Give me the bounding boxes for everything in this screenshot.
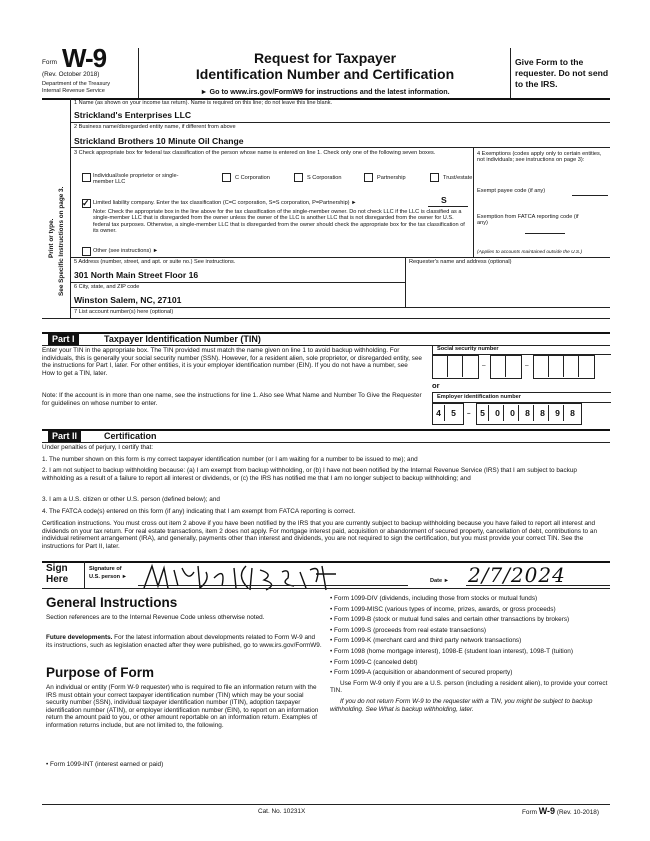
date-field[interactable]: 2/7/2024 — [468, 563, 566, 587]
line7-label: 7 List account number(s) here (optional) — [74, 309, 174, 315]
cert-instructions: Certification instructions. You must cross out item 2 above if you have been notified by the IRS that you are currently subject to backup withholding because you have failed to report all interest and dividends on your tax return. For real estate transactions, item 2 does not apply. For mortgage interest paid, acquisition or abandonment of secured property, cancellation of debt, contributions to an individual retirement arrangement (IRA), and generally, payments other than interest and dividends, you are not required to sign the certification, but you must provide your correct TIN. See the instructions for Part II, later. — [42, 520, 597, 550]
scorp-label: S Corporation — [307, 175, 342, 181]
ein-digit-8: 9 — [552, 405, 564, 421]
footer-form-word: Form — [522, 809, 537, 816]
part1-text: Enter your TIN in the appropriate box. The TIN provided must match the name given on line 1 to avoid backup withholding. For individuals, this is generally your social security number (SSN). However, for a resident alien, sole proprietor, or disregarded entity, see the instructions for Part I, later. For other entities, it is your employer identification number (EIN). If you do not have a number, see How to get a TIN, later. — [42, 347, 422, 377]
fatca-applies-note: (Applies to accounts maintained outside the U.S.) — [477, 250, 583, 255]
part1-note: Note: If the account is in more than one name, see the instructions for line 1. Also see What Name and Number To Give the Requester for guidelines on whose number to enter. — [42, 392, 422, 407]
ccorp-checkbox[interactable] — [222, 173, 231, 182]
ein-dash: – — [467, 410, 471, 417]
purpose-heading: Purpose of Form — [46, 665, 155, 680]
date-label: Date ► — [430, 578, 450, 584]
bullet-1099-b: • Form 1099-B (stock or mutual fund sales and certain other transactions by brokers) — [330, 616, 570, 624]
fatca-label: Exemption from FATCA reporting code (if any) — [477, 214, 579, 227]
part2-title: Certification — [104, 431, 157, 441]
cert-item-2: 2. I am not subject to backup withholding because: (a) I am exempt from backup withholding, or (b) I have not been notified by the Internal Revenue Service (IRS) that I am subject to backup withholding as a result of a failure to report all interest or dividends, or (c) the IRS has notified me that I am no longer subject to backup withholding; and — [42, 467, 577, 482]
use-form-text: Use Form W-9 only if you are a U.S. person (including a resident alien), to provide your correct TIN. — [330, 679, 608, 695]
ssn-field[interactable] — [432, 355, 609, 378]
llc-label: Limited liability company. Enter the tax classification (C=C corporation, S=S corporation, P=Partnership) ► — [93, 200, 357, 206]
line6-city-field[interactable]: Winston Salem, NC, 27101 — [74, 295, 182, 305]
ssn-label: Social security number — [437, 346, 499, 352]
partnership-checkbox[interactable] — [364, 173, 373, 182]
sign-label: Sign — [46, 563, 68, 574]
bullet-1099-div: • Form 1099-DIV (dividends, including those from stocks or mutual funds) — [330, 595, 538, 602]
ccorp-label: C Corporation — [235, 175, 270, 181]
line3-label: 3 Check appropriate box for federal tax classification of the person whose name is entered on line 1. Check only one of the following seven boxes. — [74, 150, 436, 156]
revision: (Rev. October 2018) — [42, 71, 100, 78]
ssn-dash-1: – — [482, 362, 486, 369]
individual-label: Individual/sole proprietor or single-member LLC — [93, 173, 179, 186]
purpose-text: An individual or entity (Form W-9 requester) who is required to file an information return with the IRS must obtain your correct taxpayer identification number (TIN) which may be your social security number (SSN), individual taxpayer identification number (ITIN), adoption taxpayer identification number (ATIN), or employer identification number (EIN), to report on an information return the amount paid to you, or other amount reportable on an information return. Examples of information returns include, but are not limited to, the following. — [46, 684, 319, 729]
goto-instructions: ► Go to www.irs.gov/FormW9 for instructions and the latest information. — [200, 87, 450, 96]
footer-form-label — [522, 808, 599, 817]
form-word: Form — [42, 59, 57, 66]
ssn-dash-2: – — [525, 362, 529, 369]
bullet-1099-k: • Form 1099-K (merchant card and third party network transactions) — [330, 637, 522, 645]
trust-label: Trust/estate — [443, 175, 473, 181]
future-developments-text: For the latest information about developments related to Form W-9 and its instructions, such as legislation enacted after they were published, go to www.irs.gov/FormW9. — [46, 634, 322, 649]
signature-label-2: U.S. person ► — [89, 574, 128, 580]
give-form-note: Give Form to the requester. Do not send to the IRS. — [515, 57, 609, 89]
individual-checkbox[interactable] — [82, 173, 91, 182]
see-instructions-label: See Specific Instructions on page 3. — [58, 186, 65, 296]
irs-label: Internal Revenue Service — [42, 88, 105, 94]
footer-revision: (Rev. 10-2018) — [556, 809, 599, 816]
line4-label: 4 Exemptions (codes apply only to certain entities, not individuals; see instructions on page 3): — [477, 151, 602, 164]
bullet-1098: • Form 1098 (home mortgage interest), 1098-E (student loan interest), 1098-T (tuition) — [330, 647, 573, 655]
line1-label: 1 Name (as shown on your income tax return). Name is required on this line; do not leave this line blank. — [74, 100, 333, 106]
cert-item-4: 4. The FATCA code(s) entered on this form (if any) indicating that I am exempt from FATCA reporting is correct. — [42, 508, 356, 515]
print-or-type-label: Print or type. — [48, 218, 55, 258]
cert-item-3: 3. I am a U.S. citizen or other U.S. person (defined below); and — [42, 496, 220, 503]
other-label: Other (see instructions) ► — [93, 248, 159, 254]
backup-withholding-note: If you do not return Form W-9 to the requester with a TIN, you might be subject to backup withholding. See What is backup withholding, later. — [330, 697, 593, 713]
bullet-1099-int: • Form 1099-INT (interest earned or paid) — [46, 761, 164, 768]
part2-intro: Under penalties of perjury, I certify that: — [42, 444, 154, 451]
form-title-1: Request for Taxpayer — [253, 50, 397, 66]
footer-form-number: W-9 — [538, 806, 556, 816]
catalog-number: Cat. No. 10231X — [258, 808, 306, 815]
line5-address-field[interactable]: 301 North Main Street Floor 16 — [74, 270, 199, 280]
general-instructions-heading: General Instructions — [46, 595, 178, 610]
form-number: W-9 — [62, 43, 107, 73]
requester-label: Requester's name and address (optional) — [409, 259, 512, 265]
ein-digit-5: 0 — [507, 405, 519, 421]
here-label: Here — [46, 574, 69, 585]
or-label: or — [432, 381, 440, 390]
ein-digit-9: 8 — [570, 408, 575, 418]
ein-field[interactable] — [432, 403, 582, 425]
partnership-label: Partnership — [377, 175, 406, 181]
ein-digit-3: 5 — [477, 405, 489, 421]
part1-title: Taxpayer Identification Number (TIN) — [104, 334, 261, 344]
ein-digit-4: 0 — [492, 405, 504, 421]
ein-digit-6: 8 — [522, 405, 534, 421]
line2-label: 2 Business name/disregarded entity name, if different from above — [74, 124, 236, 130]
ein-digit-2: 5 — [451, 408, 456, 418]
bullet-1099-misc: • Form 1099-MISC (various types of income, prizes, awards, or gross proceeds) — [330, 605, 556, 613]
ein-digit-7: 8 — [537, 405, 549, 421]
cert-item-1: 1. The number shown on this form is my correct taxpayer identification number (or I am waiting for a number to be issued to me); and — [42, 456, 418, 463]
future-developments-label: Future developments. — [46, 634, 113, 641]
line6-label: 6 City, state, and ZIP code — [74, 284, 140, 290]
bullet-1099-c: • Form 1099-C (canceled debt) — [330, 658, 418, 666]
line3-note: Note: Check the appropriate box in the line above for the tax classification of the single-member owner. Do not check LLC if the LLC is classified as a single-member LLC that is disregarded from the owner unless the owner of the LLC is another LLC that is not disregarded from the owner for U.S. federal tax purposes. Otherwise, a single-member LLC that is disregarded from the owner should check the appropriate box for the tax classification of its owner. — [93, 209, 465, 235]
llc-checkmark-icon: ✓ — [82, 198, 90, 208]
bullet-1099-a: • Form 1099-A (acquisition or abandonment of secured property) — [330, 669, 513, 677]
line2-business-field[interactable]: Strickland Brothers 10 Minute Oil Change — [74, 136, 244, 146]
trust-checkbox[interactable] — [430, 173, 439, 182]
general-p1: Section references are to the Internal Revenue Code unless otherwise noted. — [46, 614, 265, 621]
part1-tag: Part I — [48, 334, 79, 345]
form-title-2: Identification Number and Certification — [195, 66, 455, 82]
department: Department of the Treasury — [42, 81, 111, 87]
ein-label: Employer identification number — [437, 394, 521, 400]
part2-tag: Part II — [48, 431, 81, 442]
general-p2 — [46, 634, 322, 649]
line1-name-field[interactable]: Strickland's Enterprises LLC — [74, 110, 192, 120]
line5-label: 5 Address (number, street, and apt. or suite no.) See instructions. — [74, 259, 236, 265]
scorp-checkbox[interactable] — [294, 173, 303, 182]
signature-label-1: Signature of — [89, 566, 122, 572]
ein-digit-1: 4 — [433, 405, 445, 421]
right-column — [330, 595, 608, 713]
bullet-1099-s: • Form 1099-S (proceeds from real estate transactions) — [330, 626, 487, 634]
llc-classification-field[interactable]: S — [441, 195, 447, 205]
exempt-payee-label: Exempt payee code (if any) — [477, 188, 546, 194]
other-checkbox[interactable] — [82, 247, 91, 256]
